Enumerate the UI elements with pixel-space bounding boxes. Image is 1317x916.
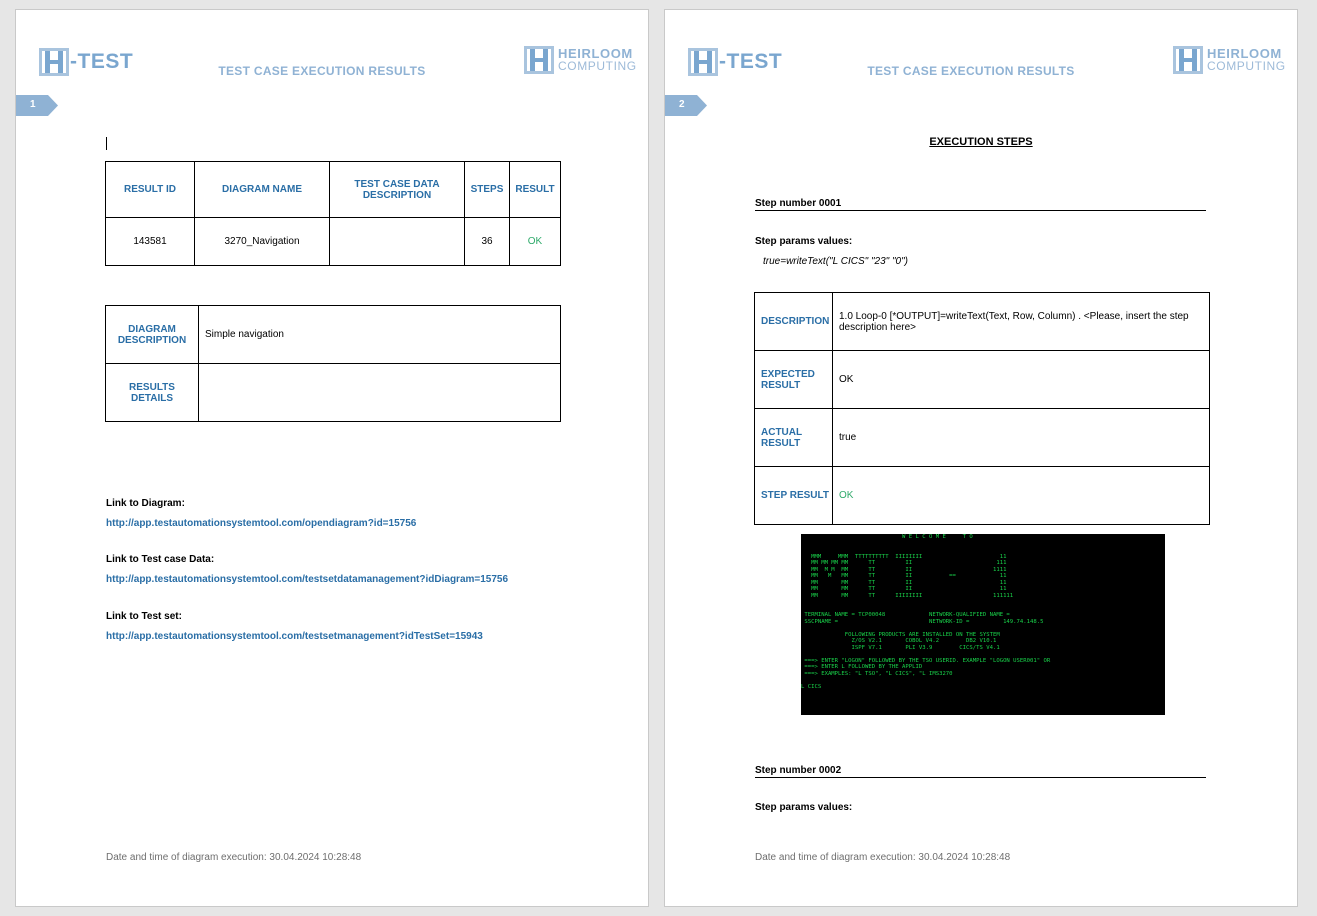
step-params-value: true=writeText("L CICS" "23" "0") bbox=[763, 256, 908, 267]
header-result: RESULT bbox=[510, 162, 561, 218]
table-row bbox=[106, 218, 561, 266]
execution-datetime-footer: Date and time of diagram execution: 30.04.2024 10:28:48 bbox=[106, 852, 362, 863]
page-tab-shape bbox=[16, 95, 58, 116]
link-to-diagram-label: Link to Diagram: bbox=[106, 498, 185, 509]
expected-result-label: EXPECTED RESULT bbox=[755, 351, 833, 409]
header-steps: STEPS bbox=[465, 162, 510, 218]
terminal-text: W E L C O M E T O MMM MMM TTTTTTTTTT IIIIIIII 11 MM MM MM MM TT II 111 MM M M MM TT II 1111 MM M MM TT II == 11 MM MM TT II 11 MM MM TT II 11 MM MM TT IIIIIIII 111111 TERMINAL NAME = TCP00048 NETWORK-QUALIFIED NAME = SSCPNAME = NETWORK-ID = 149.74.148.5 FOLLOWING PRODUCTS ARE INSTALLED ON THE SYSTEM Z/OS V2.1 COBOL V4.2 DB2 V10.1 ISPF V7.1 PLI V3.9 CICS/TS V4.1 ===> ENTER "LOGON" FOLLOWED BY THE TSO USERID. EXAMPLE "LOGON USER001" OR ===> ENTER L FOLLOWED BY THE APPLID ===> EXAMPLES: "L TSO", "L CICS", "L IMS3270 L CICS bbox=[801, 534, 1051, 690]
terminal-screenshot bbox=[801, 534, 1165, 715]
actual-result-label: ACTUAL RESULT bbox=[755, 409, 833, 467]
diagram-description-label: DIAGRAM DESCRIPTION bbox=[106, 306, 199, 364]
report-title: TEST CASE EXECUTION RESULTS bbox=[867, 64, 1075, 78]
page-number: 1 bbox=[30, 99, 36, 110]
step-details-table bbox=[754, 292, 1210, 525]
results-details-label: RESULTS DETAILS bbox=[106, 364, 199, 422]
cell-diagram-name: 3270_Navigation bbox=[195, 218, 330, 266]
heirloom-logo-line1: HEIRLOOM bbox=[558, 46, 633, 61]
link-to-test-case-data-label: Link to Test case Data: bbox=[106, 554, 215, 565]
link-to-test-set[interactable]: http://app.testautomationsystemtool.com/testsetmanagement?idTestSet=15943 bbox=[106, 631, 483, 642]
page-number: 2 bbox=[679, 99, 685, 110]
document-page-1 bbox=[15, 9, 649, 907]
page-tab-shape bbox=[665, 95, 707, 116]
description-label: DESCRIPTION bbox=[755, 293, 833, 351]
execution-steps-title: EXECUTION STEPS bbox=[929, 136, 1033, 148]
diagram-description-value: Simple navigation bbox=[199, 306, 561, 364]
link-to-diagram[interactable]: http://app.testautomationsystemtool.com/opendiagram?id=15756 bbox=[106, 518, 417, 529]
page-number-tab bbox=[16, 95, 58, 116]
htest-logo-text: -TEST bbox=[70, 50, 134, 73]
actual-result-value: true bbox=[833, 409, 1210, 467]
cell-test-case-data-description bbox=[330, 218, 465, 266]
expected-result-value: OK bbox=[833, 351, 1210, 409]
heirloom-logo-line1: HEIRLOOM bbox=[1207, 46, 1282, 61]
step-heading: Step number 0001 bbox=[755, 198, 1206, 211]
step-heading: Step number 0002 bbox=[755, 765, 1206, 778]
htest-logo-text: -TEST bbox=[719, 50, 783, 73]
description-value: 1.0 Loop-0 [*OUTPUT]=writeText(Text, Row, Column) . <Please, insert the step description here> bbox=[833, 293, 1210, 351]
text-cursor bbox=[106, 137, 107, 150]
link-to-test-case-data[interactable]: http://app.testautomationsystemtool.com/testsetdatamanagement?idDiagram=15756 bbox=[106, 574, 509, 585]
step-params-label: Step params values: bbox=[755, 236, 853, 247]
details-table bbox=[105, 305, 561, 422]
heirloom-logo-line2: COMPUTING bbox=[558, 59, 637, 73]
report-title: TEST CASE EXECUTION RESULTS bbox=[218, 64, 426, 78]
cell-steps: 36 bbox=[465, 218, 510, 266]
header-diagram-name: DIAGRAM NAME bbox=[195, 162, 330, 218]
execution-datetime-footer: Date and time of diagram execution: 30.04.2024 10:28:48 bbox=[755, 852, 1011, 863]
cell-result: OK bbox=[510, 218, 561, 266]
results-details-value bbox=[199, 364, 561, 422]
step-params-label: Step params values: bbox=[755, 802, 853, 813]
step-result-value: OK bbox=[833, 467, 1210, 525]
page-number-tab bbox=[665, 95, 707, 116]
step-result-label: STEP RESULT bbox=[755, 467, 833, 525]
cell-result-id: 143581 bbox=[106, 218, 195, 266]
header-result-id: RESULT ID bbox=[106, 162, 195, 218]
heirloom-logo-line2: COMPUTING bbox=[1207, 59, 1286, 73]
link-to-test-set-label: Link to Test set: bbox=[106, 611, 182, 622]
document-page-2 bbox=[664, 9, 1298, 907]
header-test-case-data-description: TEST CASE DATA DESCRIPTION bbox=[330, 162, 465, 218]
summary-table bbox=[105, 161, 561, 266]
